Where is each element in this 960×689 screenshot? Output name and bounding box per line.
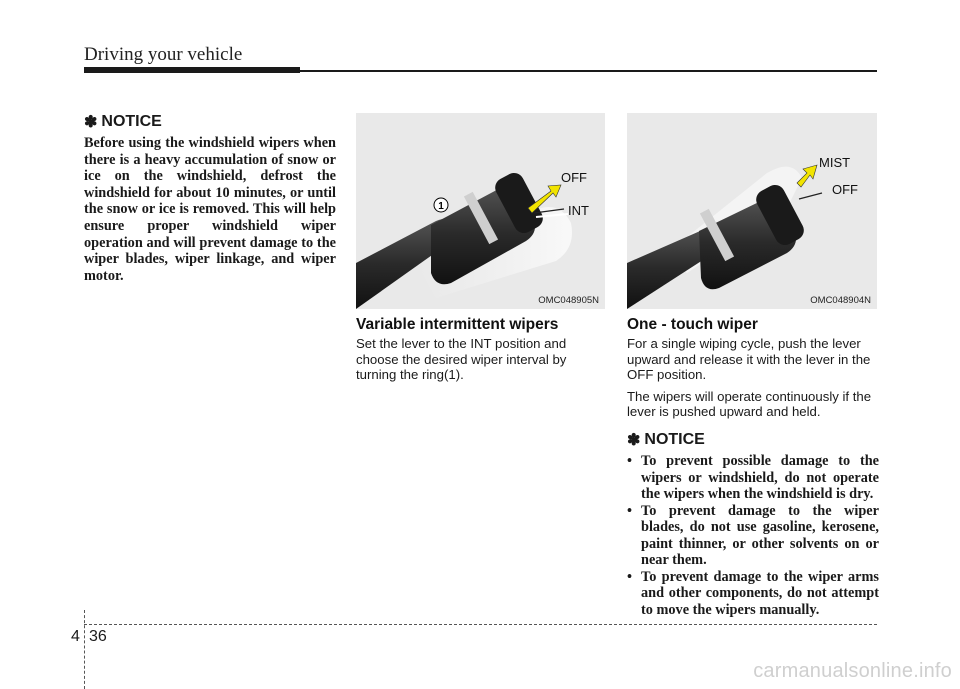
list-item: • To prevent damage to the wiper arms and other components, do not attempt to move the wipers manually. — [627, 568, 879, 618]
notice-heading-2 — [627, 430, 879, 450]
section-body-variable — [356, 336, 606, 389]
notice-block-2 — [627, 430, 879, 618]
section-title-onetouch: One - touch wiper — [627, 316, 758, 333]
figure-code-1: OMC048905N — [538, 295, 599, 306]
label-off: OFF — [832, 182, 858, 197]
figure-wiper-lever-int — [356, 113, 605, 309]
figure-code-2: OMC048904N — [810, 295, 871, 306]
star-icon: ✽ — [84, 114, 98, 131]
header-bar-thick — [84, 67, 300, 73]
section-text-onetouch-2: The wipers will operate continuously if the lever is pushed upward and held. — [627, 388, 872, 419]
footer-divider — [84, 624, 877, 625]
notice-bullet-list — [627, 453, 879, 618]
list-item: • To prevent possible damage to the wipers or windshield, do not operate the wipers when the windshield is dry. — [627, 453, 879, 502]
list-item: • To prevent damage to the wiper blades, do not use gasoline, kerosene, paint thinner, or other solvents on or near them. — [627, 502, 879, 568]
section-title-variable: Variable intermittent wipers — [356, 316, 559, 333]
label-int: INT — [568, 203, 589, 218]
header-bar-thin — [300, 70, 877, 72]
label-mist: MIST — [819, 155, 851, 170]
figure-wiper-lever-mist — [627, 113, 877, 309]
ring-callout-label: 1 — [438, 201, 444, 212]
wiper-lever-illustration — [627, 113, 877, 309]
notice-heading-text: NOTICE — [101, 113, 162, 130]
watermark: carmanualsonline.info — [753, 660, 952, 682]
footer-vertical-divider — [84, 610, 85, 689]
section-text-variable: Set the lever to the INT position and choose the desired wiper interval by turning the ring(1). — [356, 336, 567, 382]
chapter-number: 4 — [71, 628, 80, 645]
page-header-title: Driving your vehicle — [84, 44, 243, 65]
notice-text-1: Before using the windshield wipers when there is a heavy accumulation of snow or ice on the windshield, defrost the windshield for about 10 minutes, or until the snow or ice is removed. This will help ensure proper windshield wiper operation and will prevent damage to the wiper blades, wiper linkage, and wiper motor. — [84, 135, 336, 284]
section-body-onetouch — [627, 336, 878, 426]
page-number: 36 — [89, 628, 107, 645]
star-icon: ✽ — [627, 432, 641, 449]
notice-block-1 — [84, 112, 336, 284]
notice-heading-text: NOTICE — [644, 431, 705, 448]
label-off: OFF — [561, 170, 587, 185]
section-text-onetouch-1: For a single wiping cycle, push the lever upward and release it with the lever in the OFF position. — [627, 336, 871, 382]
notice-heading-1 — [84, 112, 336, 132]
